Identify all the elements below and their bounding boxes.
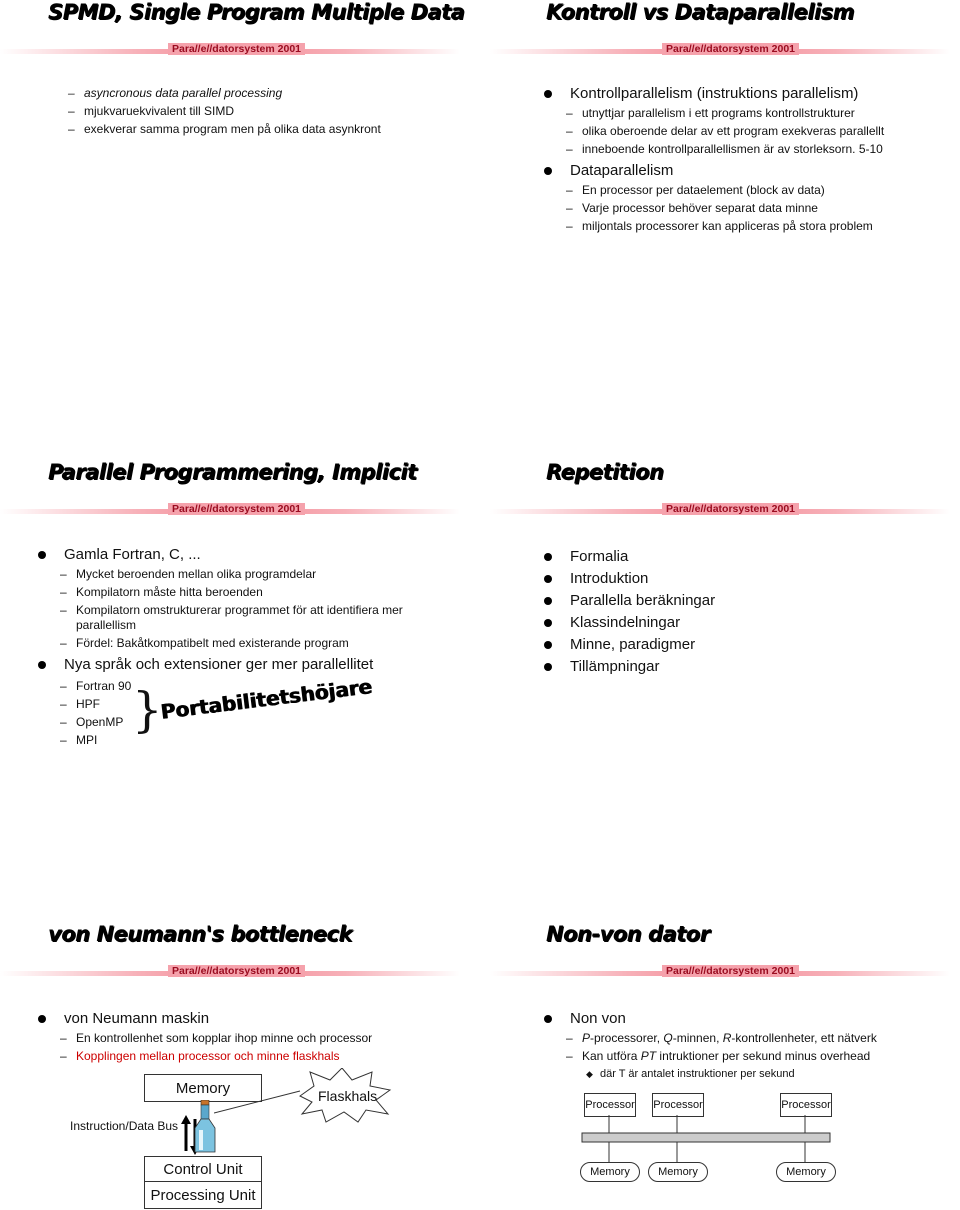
list-item: – MPI xyxy=(60,733,98,747)
list-item: – Fortran 90 xyxy=(60,679,132,693)
bullet-icon xyxy=(544,575,552,583)
bullet: Non von xyxy=(542,1008,960,1029)
bullet: von Neumann maskin xyxy=(36,1008,456,1029)
network-bus xyxy=(580,1115,840,1163)
memory-node: Memory xyxy=(776,1162,836,1182)
header-tag: Para//e//datorsystem 2001 xyxy=(168,965,305,977)
header-tag: Para//e//datorsystem 2001 xyxy=(168,503,305,515)
callout-line xyxy=(214,1077,304,1117)
control-unit-box: Control Unit xyxy=(144,1156,262,1182)
bullet-icon xyxy=(544,90,552,98)
memory-node: Memory xyxy=(648,1162,708,1182)
slide-title: Repetition xyxy=(546,460,664,484)
list-item: – Varje processor behöver separat data minne xyxy=(566,201,818,215)
header-tag: Para//e//datorsystem 2001 xyxy=(662,503,799,515)
list-item: – Kan utföra PT intruktioner per sekund minus overhead xyxy=(566,1049,871,1063)
list-item: – utnyttjar parallelism i ett programs kontrollstrukturer xyxy=(566,106,855,120)
header-tag: Para//e//datorsystem 2001 xyxy=(662,43,799,55)
bullet-icon xyxy=(544,167,552,175)
header-band xyxy=(0,43,460,58)
memory-node: Memory xyxy=(580,1162,640,1182)
list-item: – mjukvaruekvivalent till SIMD xyxy=(68,104,235,118)
list-item: – Kompilatorn måste hitta beroenden xyxy=(60,585,263,599)
list-item: – asyncronous data parallel processing xyxy=(68,86,283,100)
bullet: Introduktion xyxy=(542,568,960,589)
slide-title: SPMD, Single Program Multiple Data xyxy=(48,0,465,24)
processor-box: Processor xyxy=(584,1093,636,1117)
brace-icon: } xyxy=(132,682,163,738)
list-item: – HPF xyxy=(60,697,100,711)
diamond-bullet-icon: ◆ xyxy=(586,1069,593,1079)
list-item: – exekverar samma program men på olika data asynkront xyxy=(68,122,381,136)
list-item: – Fördel: Bakåtkompatibelt med existerande program xyxy=(60,636,349,650)
list-item: – Mycket beroenden mellan olika programdelar xyxy=(60,567,317,581)
header-band xyxy=(490,503,950,518)
bullet-icon xyxy=(544,619,552,627)
header-tag: Para//e//datorsystem 2001 xyxy=(662,965,799,977)
bullet: Kontrollparallelism (instruktions parallelism) xyxy=(542,83,960,104)
header-tag: Para//e//datorsystem 2001 xyxy=(168,43,305,55)
portabilitet-label: Portabilitetshöjare xyxy=(159,674,373,724)
header-band xyxy=(0,503,460,518)
list-item: – P-processorer, Q-minnen, R-kontrollenheter, ett nätverk xyxy=(566,1031,877,1045)
bullet: Gamla Fortran, C, ... xyxy=(36,544,416,565)
bullet-icon xyxy=(544,663,552,671)
slide-title: Non-von dator xyxy=(546,922,710,946)
header-band xyxy=(490,43,950,58)
list-item: – inneboende kontrollparallellismen är av storleksorn. 5-10 xyxy=(566,142,883,156)
list-item: – En processor per dataelement (block av data) xyxy=(566,183,825,197)
header-band xyxy=(490,965,950,980)
bullet-icon xyxy=(544,553,552,561)
slide-title: Kontroll vs Dataparallelism xyxy=(546,0,854,24)
memory-box: Memory xyxy=(144,1074,262,1102)
bullet-icon xyxy=(544,597,552,605)
header-band xyxy=(0,965,460,980)
list-item: – OpenMP xyxy=(60,715,124,729)
list-item: – Kompilatorn omstrukturerar programmet för att identifiera mer parallellism xyxy=(60,603,403,632)
slide-title: Parallel Programmering, Implicit xyxy=(48,460,417,484)
bullet: Parallella beräkningar xyxy=(542,590,960,611)
processor-box: Processor xyxy=(780,1093,832,1117)
list-item: – Kopplingen mellan processor och minne flaskhals xyxy=(60,1049,340,1063)
bullet-icon xyxy=(544,1015,552,1023)
list-item: – olika oberoende delar av ett program exekveras parallellt xyxy=(566,124,885,138)
bullet: Dataparallelism xyxy=(542,160,960,181)
bullet: Minne, paradigmer xyxy=(542,634,960,655)
bullet-icon xyxy=(38,1015,46,1023)
bullet: Klassindelningar xyxy=(542,612,960,633)
bullet-icon xyxy=(38,551,46,559)
bottle-icon xyxy=(191,1100,219,1154)
list-item: – En kontrollenhet som kopplar ihop minne och processor xyxy=(60,1031,373,1045)
list-item: ◆ där T är antalet instruktioner per sekund xyxy=(586,1068,795,1080)
slide-title: von Neumann's bottleneck xyxy=(48,922,352,946)
bullet: Tillämpningar xyxy=(542,656,960,677)
processor-box: Processor xyxy=(652,1093,704,1117)
bullet: Nya språk och extensioner ger mer parallellitet xyxy=(36,654,416,675)
flaskhals-label: Flaskhals xyxy=(318,1088,378,1104)
bullet-icon xyxy=(544,641,552,649)
processing-unit-box: Processing Unit xyxy=(144,1181,262,1209)
bullet: Formalia xyxy=(542,546,960,567)
bus-label: Instruction/Data Bus xyxy=(70,1119,179,1133)
list-item: – miljontals processorer kan appliceras på stora problem xyxy=(566,219,873,233)
bullet-icon xyxy=(38,661,46,669)
